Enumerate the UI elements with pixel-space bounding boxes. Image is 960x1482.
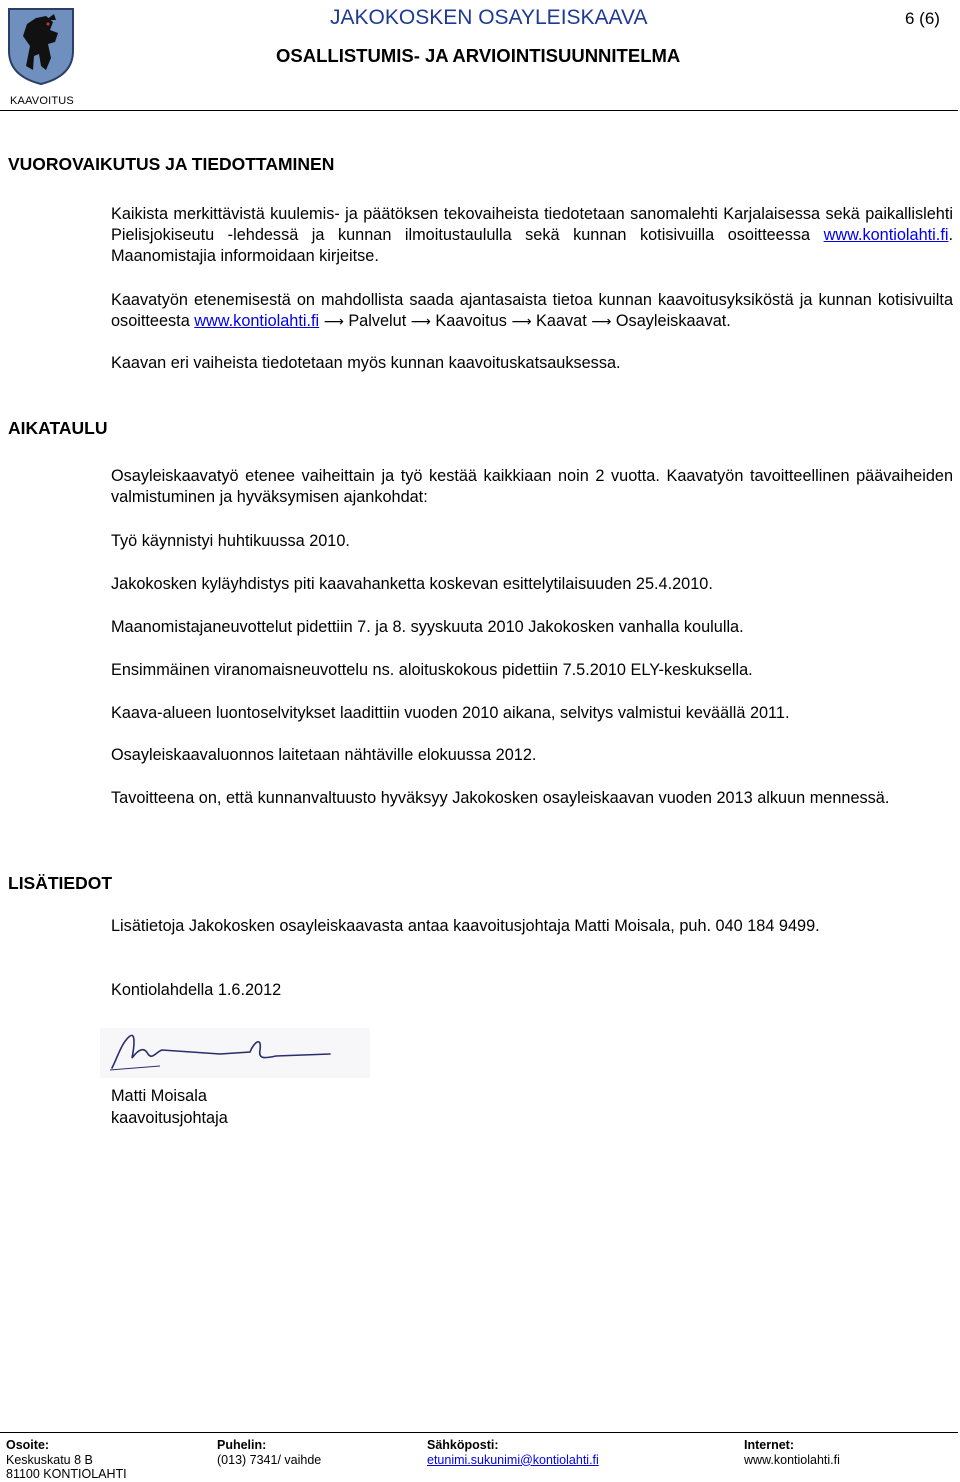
- footer-email: [427, 1438, 599, 1467]
- page-number: 6 (6): [905, 9, 940, 28]
- place-and-date: Kontiolahdella 1.6.2012: [111, 981, 282, 999]
- nav-path-item: Osayleiskaavat.: [615, 312, 731, 330]
- footer-divider: [0, 1432, 958, 1433]
- section-heading-vuorovaikutus: VUOROVAIKUTUS JA TIEDOTTAMINEN: [8, 154, 335, 174]
- footer-label: Puhelin:: [217, 1438, 267, 1452]
- contact-info-text: Lisätietoja Jakokosken osayleiskaavasta antaa kaavoitusjohtaja Matti Moisala, puh. 040 184 9499.: [111, 917, 820, 935]
- nav-path-item: Palvelut: [348, 312, 407, 330]
- coat-of-arms-logo: [6, 6, 76, 86]
- schedule-item: Työ käynnistyi huhtikuussa 2010.: [111, 532, 350, 550]
- right-arrow-icon: ⟶: [323, 314, 344, 330]
- website-link[interactable]: www.kontiolahti.fi: [823, 226, 949, 244]
- schedule-item: Jakokosken kyläyhdistys piti kaavahanketta koskevan esittelytilaisuuden 25.4.2010.: [111, 575, 713, 593]
- nav-path-item: Kaavat: [536, 312, 587, 330]
- email-link[interactable]: etunimi.sukunimi@kontiolahti.fi: [427, 1452, 599, 1467]
- document-subtitle: OSALLISTUMIS- JA ARVIOINTISUUNNITELMA: [276, 45, 681, 66]
- section-heading-aikataulu: AIKATAULU: [8, 418, 108, 438]
- footer-value: Keskuskatu 8 B: [6, 1452, 93, 1467]
- website-link[interactable]: www.kontiolahti.fi: [194, 312, 320, 330]
- footer-phone: [217, 1438, 321, 1467]
- footer-label: Osoite:: [6, 1438, 50, 1452]
- handwritten-signature: [100, 1028, 370, 1078]
- right-arrow-icon: ⟶: [591, 314, 612, 330]
- right-arrow-icon: ⟶: [511, 314, 532, 330]
- footer-value[interactable]: www.kontiolahti.fi: [744, 1452, 840, 1467]
- signer-title: kaavoitusjohtaja: [111, 1109, 228, 1127]
- schedule-item: Tavoitteena on, että kunnanvaltuusto hyväksyy Jakokosken osayleiskaavan vuoden 2013 alkuun mennessä.: [111, 789, 890, 807]
- paragraph-tiedottaminen: [111, 204, 953, 267]
- footer-internet: [744, 1438, 840, 1467]
- paragraph-text: Kaikista merkittävistä kuulemis- ja päätöksen tekovaiheista tiedotetaan sanomalehti Karjalaisessa sekä paikallislehti Pielisjokiseutu -lehdessä ja kunnan ilmoitustaululla sekä kunnan kotisivuilla osoitteessa: [111, 205, 953, 244]
- header-divider: [0, 110, 958, 111]
- footer-label: Internet:: [744, 1438, 794, 1452]
- paragraph-aikataulu-intro: Osayleiskaavatyö etenee vaiheittain ja työ kestää kaikkiaan noin 2 vuotta. Kaavatyön tavoitteellinen päävaiheiden valmistuminen ja hyväksymisen ajankohdat:: [111, 467, 953, 506]
- schedule-item: Kaava-alueen luontoselvitykset laadittiin vuoden 2010 aikana, selvitys valmistui keväällä 2011.: [111, 704, 790, 722]
- footer-address: [6, 1438, 127, 1482]
- paragraph-kaavatyo: [111, 290, 953, 333]
- paragraph-text-end: . Maanomistajia informoidaan kirjeitse.: [111, 226, 953, 265]
- nav-path-item: Kaavoitus: [435, 312, 507, 330]
- document-title: JAKOKOSKEN OSAYLEISKAAVA: [330, 6, 648, 29]
- schedule-item: Maanomistajaneuvottelut pidettiin 7. ja 8. syyskuuta 2010 Jakokosken vanhalla koululla.: [111, 618, 744, 636]
- footer-label: Sähköposti:: [427, 1438, 499, 1452]
- section-heading-lisatiedot: LISÄTIEDOT: [8, 873, 113, 893]
- footer-value: (013) 7341/ vaihde: [217, 1452, 322, 1467]
- right-arrow-icon: ⟶: [410, 314, 431, 330]
- footer-value: 81100 KONTIOLAHTI: [6, 1467, 127, 1481]
- schedule-item: Ensimmäinen viranomaisneuvottelu ns. aloituskokous pidettiin 7.5.2010 ELY-keskuksella.: [111, 661, 753, 679]
- paragraph-text: Kaavatyön etenemisestä on mahdollista saada ajantasaista tietoa kunnan kaavoitusyksiköstä ja kunnan kotisivuilta osoitteesta: [111, 291, 953, 330]
- paragraph-kaavoituskatsaus: Kaavan eri vaiheista tiedotetaan myös kunnan kaavoituskatsauksessa.: [111, 354, 621, 372]
- schedule-item: Osayleiskaavaluonnos laitetaan nähtäville elokuussa 2012.: [111, 746, 537, 764]
- section-label: KAAVOITUS: [10, 95, 74, 107]
- signer-name: Matti Moisala: [111, 1087, 207, 1105]
